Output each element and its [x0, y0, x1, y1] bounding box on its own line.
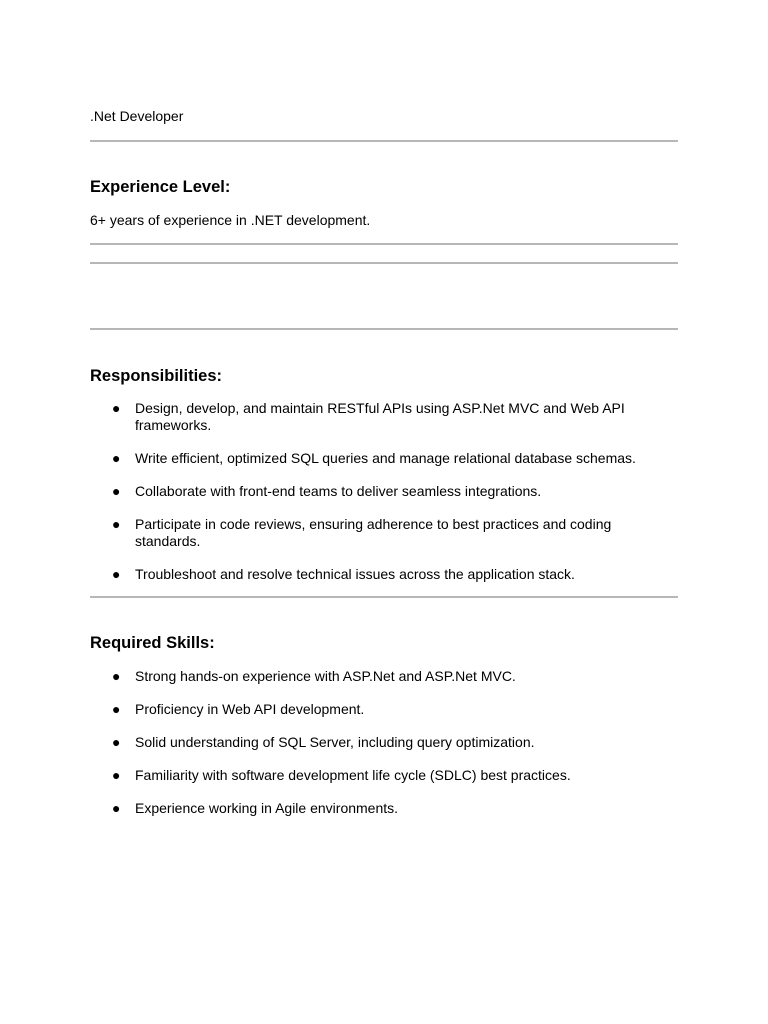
list-item	[90, 450, 678, 467]
job-title: .Net Developer	[90, 108, 184, 124]
list-item	[90, 701, 678, 718]
responsibility-text: Troubleshoot and resolve technical issues across the application stack.	[135, 566, 575, 582]
bullet-icon: ●	[112, 668, 121, 684]
responsibilities-heading: Responsibilities:	[90, 367, 223, 385]
responsibilities-list	[90, 400, 678, 599]
responsibility-text: Write efficient, optimized SQL queries and manage relational database schemas.	[135, 450, 636, 466]
bullet-icon: ●	[112, 734, 121, 750]
skill-text: Familiarity with software development life cycle (SDLC) best practices.	[135, 767, 571, 783]
bullet-icon: ●	[112, 450, 121, 466]
responsibility-text: Design, develop, and maintain RESTful APIs using ASP.Net MVC and Web API frameworks.	[135, 400, 625, 433]
list-item	[90, 734, 678, 751]
list-item	[90, 767, 678, 784]
skills-list	[90, 668, 678, 833]
divider-5	[90, 596, 678, 598]
skills-heading: Required Skills:	[90, 634, 215, 652]
bullet-icon: ●	[112, 400, 121, 416]
divider-2	[90, 243, 678, 245]
bullet-icon: ●	[112, 767, 121, 783]
list-item	[90, 800, 678, 817]
bullet-icon: ●	[112, 800, 121, 816]
skill-text: Proficiency in Web API development.	[135, 701, 365, 717]
list-item	[90, 668, 678, 685]
divider-4	[90, 328, 678, 330]
experience-text: 6+ years of experience in .NET development.	[90, 212, 371, 228]
divider-1	[90, 140, 678, 142]
divider-3	[90, 262, 678, 264]
list-item	[90, 516, 678, 550]
list-item	[90, 483, 678, 500]
bullet-icon: ●	[112, 483, 121, 499]
skill-text: Solid understanding of SQL Server, including query optimization.	[135, 734, 535, 750]
experience-heading: Experience Level:	[90, 178, 231, 196]
responsibility-text: Collaborate with front-end teams to deliver seamless integrations.	[135, 483, 542, 499]
bullet-icon: ●	[112, 516, 121, 532]
skill-text: Strong hands-on experience with ASP.Net and ASP.Net MVC.	[135, 668, 516, 684]
list-item	[90, 400, 678, 434]
skill-text: Experience working in Agile environments.	[135, 800, 399, 816]
list-item	[90, 566, 678, 583]
responsibility-text: Participate in code reviews, ensuring adherence to best practices and coding standards.	[135, 516, 612, 549]
bullet-icon: ●	[112, 701, 121, 717]
bullet-icon: ●	[112, 566, 121, 582]
